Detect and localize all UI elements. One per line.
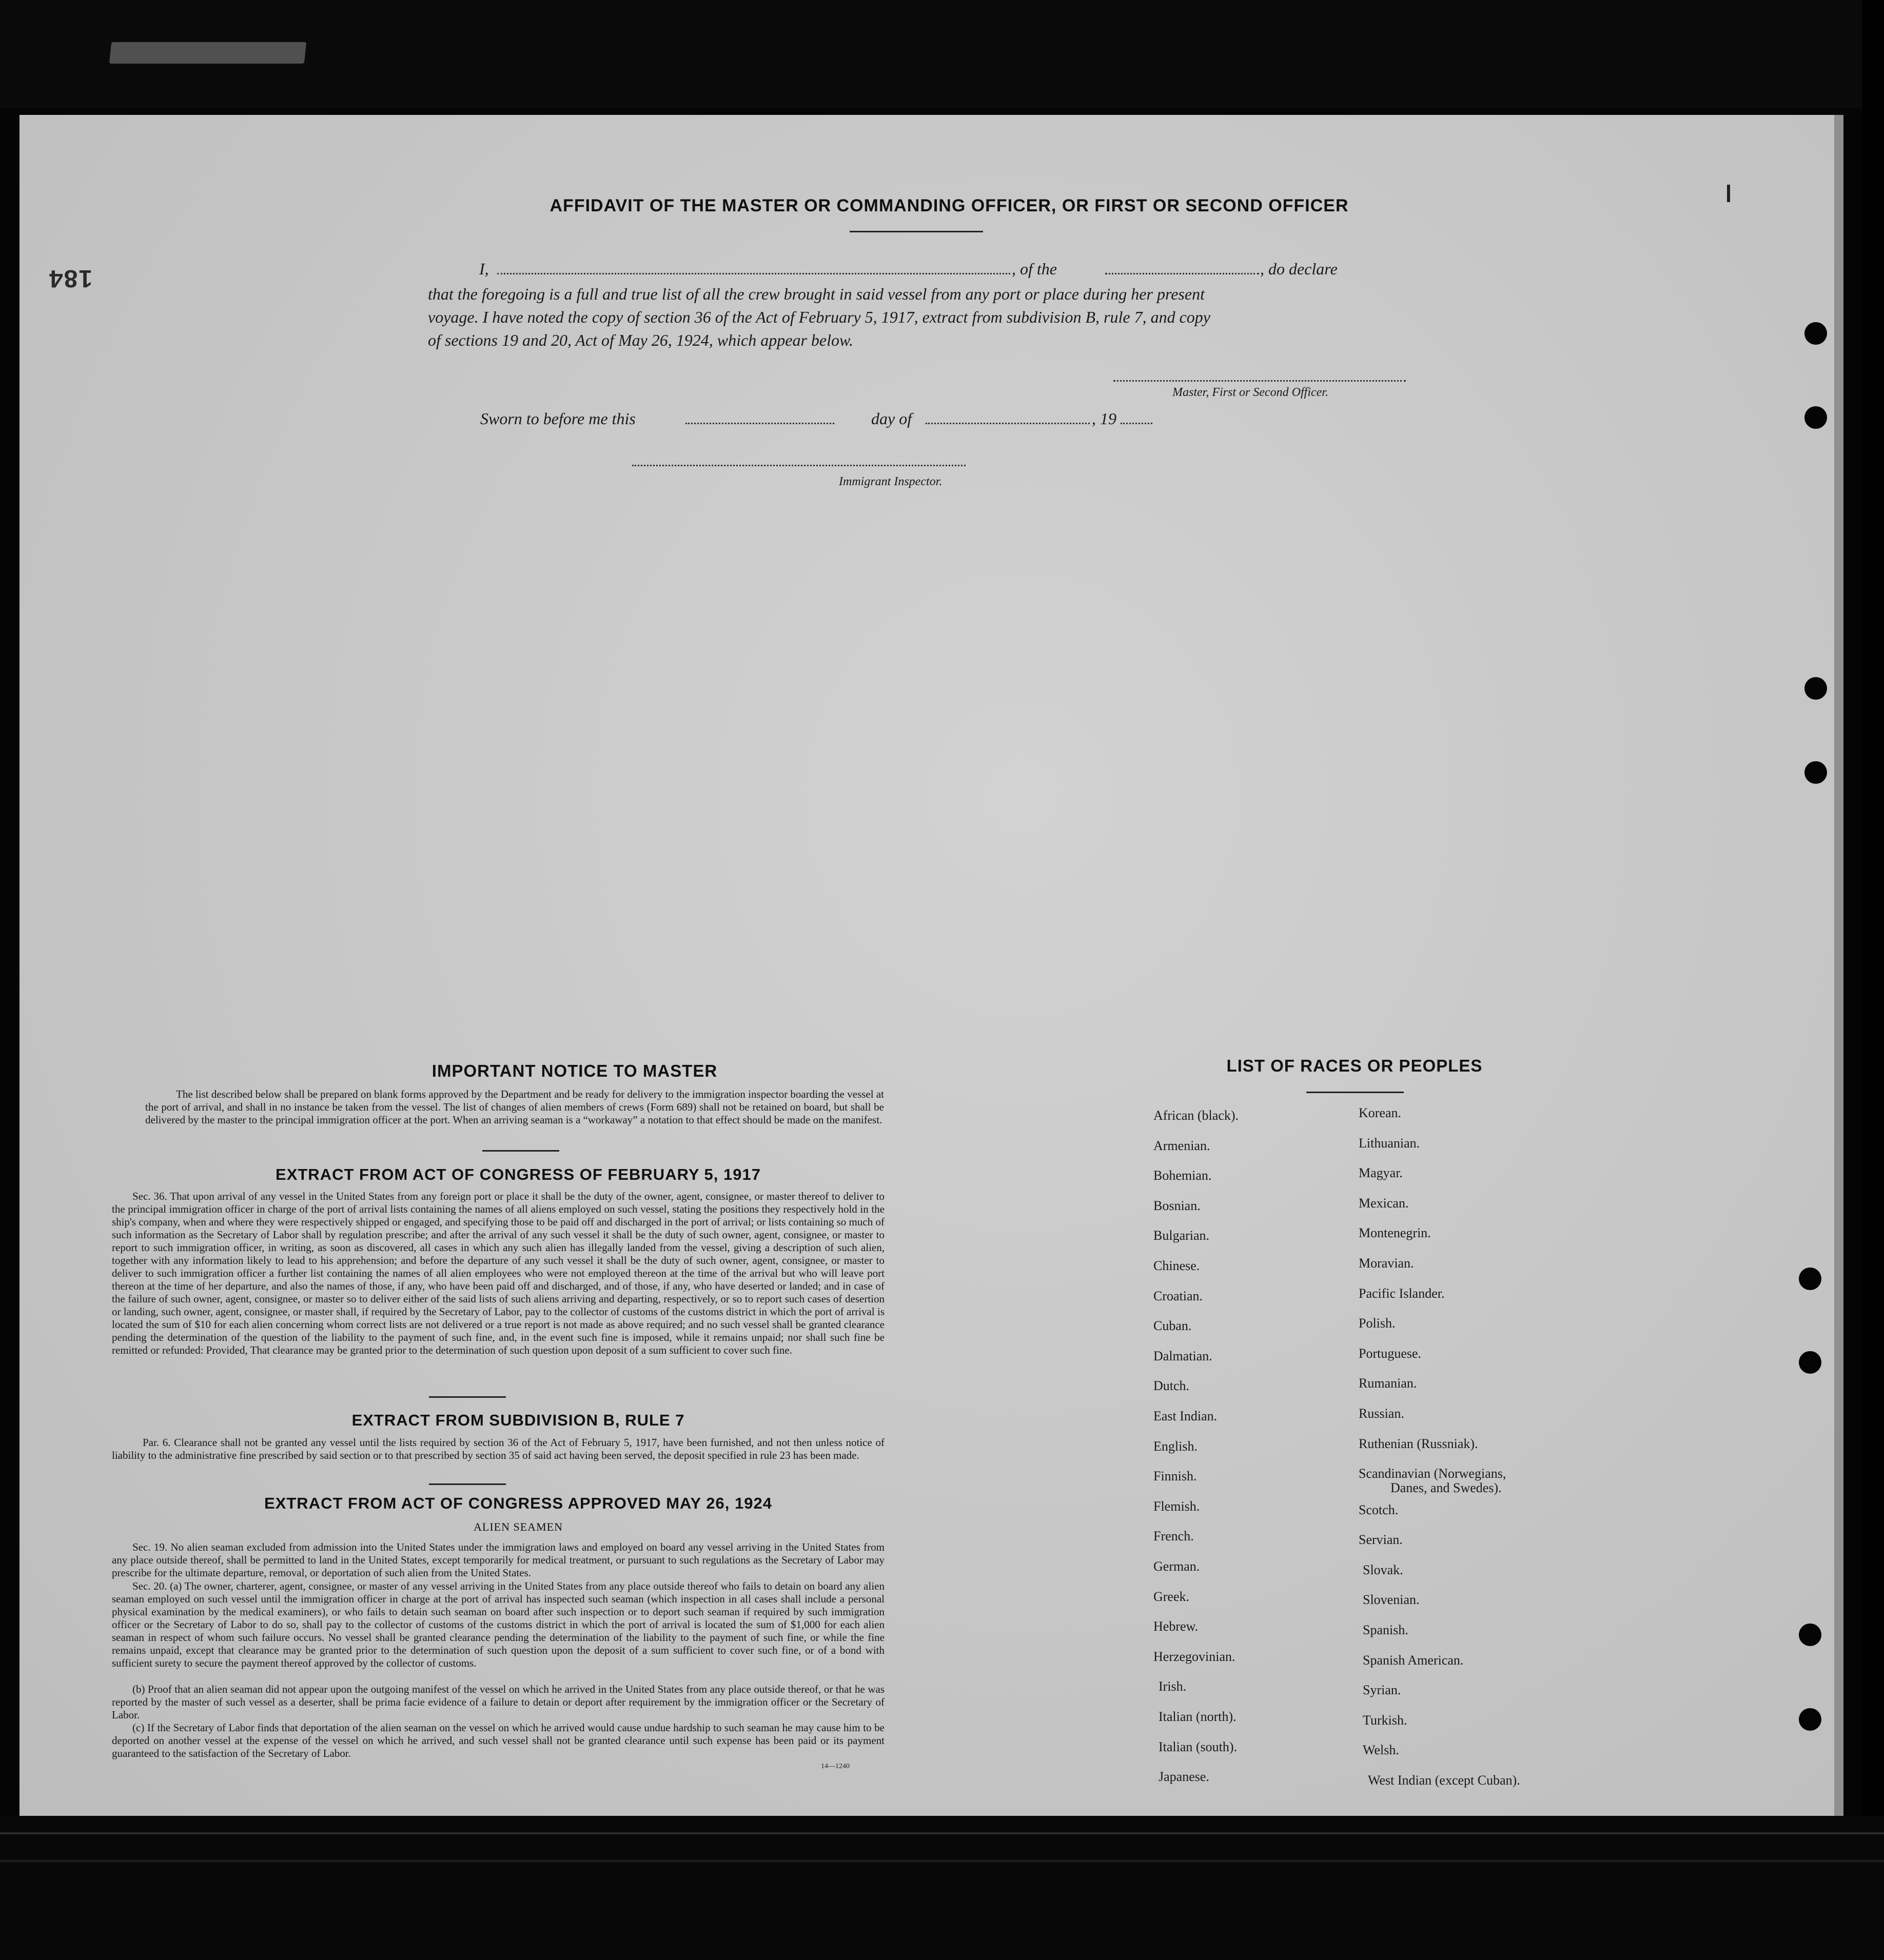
- form-code: 14—1240: [821, 1763, 850, 1770]
- races-title: LIST OF RACES OR PEOPLES: [1226, 1056, 1483, 1075]
- section-20c-text: (c) If the Secretary of Labor finds that deportation of the alien seaman on the vessel on which he arrived would cause undue hardship to such seaman he may cause him to be deported on another vessel at the expense of the vessel on which he arrived, and such vessel shall not be granted clearance until such expense has been paid or its payment guaranteed to the satisfaction of the Secretary of Labor.: [112, 1721, 885, 1759]
- section-rule: [429, 1483, 506, 1485]
- race-list-item: Servian.: [1359, 1532, 1403, 1548]
- section-20a-text: Sec. 20. (a) The owner, charterer, agent, consignee, or master of any vessel arriving in the United States from any place outside thereof who fails to detain on board any alien seaman employed on such vessel until the immigration officer in charge at the port of arrival has inspected such seaman (which inspection in all cases shall include a personal physical examination by the medical examiners), or who fails to detain such seaman on board after such inspection or to deport such seaman if required by such immigration officer or the Secretary of Labor to do so, shall pay to the collector of customs of the customs district in which the port of arrival is located the sum of $1,000 for each alien seaman in respect of whom such failure occurs. No vessel shall be granted clearance pending the determination of the liability to the payment of such fine, or while the fine remains unpaid, except that clearance may be granted prior to the determination of such question upon the deposit of a sum sufficient to cover such fine, or of a bond with sufficient surety to secure the payment thereof approved by the collector of customs.: [112, 1580, 885, 1669]
- extract-rule7-title: EXTRACT FROM SUBDIVISION B, RULE 7: [351, 1411, 685, 1429]
- master-signature-label: Master, First or Second Officer.: [1172, 386, 1328, 399]
- race-list-item: Greek.: [1153, 1589, 1190, 1604]
- race-list-item: Lithuanian.: [1359, 1135, 1420, 1151]
- race-list-item: Italian (north).: [1159, 1709, 1237, 1724]
- alien-seamen-subtitle: ALIEN SEAMEN: [474, 1520, 563, 1533]
- race-list-item: Syrian.: [1363, 1682, 1401, 1698]
- race-list-item: Magyar.: [1359, 1165, 1403, 1181]
- scan-line: [0, 1860, 1884, 1862]
- race-list-item: Japanese.: [1159, 1769, 1209, 1785]
- race-list-item: Danes, and Swedes).: [1390, 1480, 1502, 1496]
- section-rule: [429, 1396, 506, 1398]
- punch-hole: [1804, 761, 1827, 784]
- master-signature-field[interactable]: [1113, 377, 1406, 382]
- race-list-item: East Indian.: [1153, 1409, 1218, 1423]
- extract-1917-text: Sec. 36. That upon arrival of any vessel in the United States from any foreign port or place it shall be the duty of the owner, agent, consignee, or master thereof to deliver to the principal immigration officer in charge of the port of arrival lists containing the names of all aliens employed on such vessel, stating the positions they respectively hold in the ship's company, when and where they were respectively shipped or engaged, and specifying those to be paid off and discharged in the port of arrival; or lists containing so much of such information as the Secretary of Labor shall by regulation prescribe; and after the arrival of any such vessel it shall be the duty of such owner, agent, consignee, or master to report to such immigration officer, in writing, as soon as discovered, all cases in which any such alien has illegally landed from the vessel, giving a description of such alien, together with any information likely to lead to his apprehension; and before the departure of any such vessel it shall be the duty of such owner, agent, consignee, or master to deliver to such immigration officer a further list containing the names of all alien employees who were not employed thereon at the time of the arrival but who will leave port thereon at the time of her departure, and also the names of those, if any, who have been paid off and discharged, and of those, if any, who have deserted or landed; and in case of the failure of such owner, agent, consignee, or master so to deliver either of the said lists of such aliens arriving and departing, respectively, or so to report such cases of desertion or landing, such owner, agent, consignee, or master shall, if required by the Secretary of Labor, pay to the collector of customs of the customs district in which the port of arrival is located the sum of $10 for each alien concerning whom correct lists are not delivered or a true report is not made as above required; and no such vessel shall be granted clearance pending the determination of the question of the liability to the payment of such fine, and, in the event such fine is imposed, while it remains unpaid; nor shall such fine be remitted or refunded: Provided, That clearance may be granted prior to the determination of such question upon deposit of a sum sufficient to cover such fine.: [112, 1190, 885, 1356]
- race-list-item: Hebrew.: [1153, 1619, 1199, 1634]
- race-list-item: Korean.: [1359, 1105, 1402, 1120]
- race-list-item: Turkish.: [1363, 1712, 1407, 1728]
- affidavit-line4: of sections 19 and 20, Act of May 26, 1924, which appear below.: [428, 331, 853, 349]
- inspector-signature-label: Immigrant Inspector.: [839, 475, 943, 488]
- margin-tick: [1727, 185, 1730, 202]
- affidavit-line2: that the foregoing is a full and true list of all the crew brought in said vessel from any port or place during her present: [428, 285, 1205, 303]
- notice-text: The list described below shall be prepared on blank forms approved by the Department and be ready for delivery to the immigration inspector boarding the vessel at the port of arrival, and shall in no instance be taken from the vessel. The list of changes of alien members of crews (Form 689) shall not be retained on board, but shall be delivered by the master to the principal immigration officer at the port. When an arriving seaman is a “workaway” a notation to that effect should be made on the manifest.: [145, 1088, 884, 1126]
- race-list-item: Slovenian.: [1363, 1592, 1420, 1608]
- race-list-item: Dutch.: [1153, 1378, 1190, 1394]
- sworn-day-field[interactable]: [685, 420, 834, 424]
- races-rule: [1306, 1092, 1404, 1093]
- affidavit-i: I,: [479, 260, 489, 278]
- sworn-line: [480, 409, 1250, 435]
- race-list-item: Rumanian.: [1359, 1376, 1417, 1391]
- race-list-item: African (black).: [1153, 1108, 1239, 1123]
- race-list-item: Spanish.: [1363, 1622, 1408, 1637]
- race-list-item: English.: [1153, 1438, 1198, 1454]
- race-list-item: Dalmatian.: [1153, 1348, 1212, 1363]
- inspector-signature-field[interactable]: [632, 462, 966, 466]
- race-list-item: French.: [1153, 1529, 1194, 1544]
- scan-bottom-border: [0, 1816, 1884, 1960]
- of-the-label: , of the: [1012, 260, 1057, 278]
- race-list-item: Armenian.: [1153, 1138, 1210, 1153]
- page-edge: [1834, 115, 1843, 1816]
- section-19-text: Sec. 19. No alien seaman excluded from admission into the United States under the immigration laws and employed on board any vessel arriving in the United States from any place outside thereof, shall be permitted to land in the United States, except temporarily for medical treatment, or pursuant to such regulations as the Secretary of Labor may prescribe for the ultimate departure, removal, or deportation of such alien from the United States.: [112, 1541, 885, 1579]
- race-list-item: Chinese.: [1153, 1258, 1200, 1273]
- extract-1917-title: EXTRACT FROM ACT OF CONGRESS OF FEBRUARY 5, 1917: [276, 1165, 761, 1183]
- race-list-item: Finnish.: [1153, 1469, 1197, 1484]
- punch-hole: [1799, 1624, 1821, 1646]
- race-list-item: Polish.: [1359, 1316, 1396, 1331]
- race-list-item: Russian.: [1359, 1406, 1404, 1421]
- page-number-stamp: 184: [48, 265, 93, 292]
- race-list-item: Moravian.: [1359, 1256, 1414, 1271]
- sworn-month-field[interactable]: [926, 420, 1090, 424]
- race-list-item: Bohemian.: [1153, 1168, 1212, 1183]
- race-list-item: West Indian (except Cuban).: [1368, 1772, 1520, 1788]
- race-list-item: Montenegrin.: [1359, 1225, 1431, 1241]
- punch-hole: [1804, 677, 1827, 700]
- race-list-item: Bulgarian.: [1153, 1228, 1210, 1243]
- race-list-item: Mexican.: [1359, 1195, 1409, 1211]
- section-rule: [482, 1150, 559, 1152]
- race-list-item: Scotch.: [1359, 1502, 1399, 1517]
- race-list-item: Croatian.: [1153, 1288, 1203, 1303]
- race-list-item: Spanish American.: [1363, 1652, 1464, 1668]
- race-list-item: Flemish.: [1153, 1498, 1200, 1514]
- punch-hole: [1799, 1708, 1821, 1731]
- punch-hole: [1799, 1351, 1821, 1374]
- scan-line: [0, 1832, 1884, 1834]
- title-rule: [850, 231, 983, 232]
- notice-title: IMPORTANT NOTICE TO MASTER: [431, 1061, 718, 1080]
- race-list-item: Pacific Islander.: [1359, 1285, 1445, 1301]
- vessel-name-field[interactable]: [1105, 270, 1259, 274]
- day-of-label: day of: [871, 409, 912, 428]
- race-list-item: Irish.: [1159, 1679, 1187, 1694]
- punch-hole: [1804, 406, 1827, 429]
- affidavit-line3: voyage. I have noted the copy of section 36 of the Act of February 5, 1917, extract from subdivision B, rule 7, and copy: [428, 308, 1210, 326]
- scan-glare: [109, 42, 306, 64]
- race-list-item: German.: [1153, 1559, 1200, 1574]
- race-list-item: Cuban.: [1153, 1318, 1192, 1334]
- race-list-item: Welsh.: [1363, 1743, 1399, 1758]
- extract-rule7-text: Par. 6. Clearance shall not be granted any vessel until the lists required by section 36 of the Act of February 5, 1917, have been furnished, and not then unless notice of liability to the administrative fine prescribed by said section or to that prescribed by section 35 of said act having been served, the deposit specified in rule 23 has been made.: [112, 1436, 885, 1461]
- race-list-item: Italian (south).: [1159, 1739, 1238, 1754]
- extract-1924-title: EXTRACT FROM ACT OF CONGRESS APPROVED MAY 26, 1924: [264, 1494, 772, 1512]
- scan-right-border: [1862, 0, 1884, 1960]
- race-list-item: Slovak.: [1363, 1562, 1403, 1577]
- sworn-year-field[interactable]: [1121, 420, 1152, 424]
- race-list-item: Ruthenian (Russniak).: [1359, 1436, 1478, 1451]
- year-label: , 19: [1092, 409, 1116, 428]
- affidavit-title: AFFIDAVIT OF THE MASTER OR COMMANDING OFFICER, OR FIRST OR SECOND OFFICER: [550, 196, 1349, 215]
- punch-hole: [1799, 1268, 1821, 1290]
- section-20b-text: (b) Proof that an alien seaman did not appear upon the outgoing manifest of the vessel on which he arrived in the United States from any place outside thereof, or that he was reported by the master of such vessel as a deserter, shall be prima facie evidence of a failure to detain or deport after requirement by the immigration officer or the Secretary of Labor.: [112, 1683, 885, 1721]
- do-declare-label: , do declare: [1260, 260, 1338, 278]
- sworn-label: Sworn to before me this: [480, 409, 636, 428]
- officer-name-field[interactable]: [497, 270, 1010, 274]
- race-list-item: Portuguese.: [1359, 1345, 1422, 1361]
- race-list-item: Herzegovinian.: [1153, 1649, 1235, 1664]
- race-list-item: Scandinavian (Norwegians,: [1359, 1466, 1506, 1481]
- punch-hole: [1804, 322, 1827, 345]
- race-list-item: Bosnian.: [1153, 1198, 1201, 1213]
